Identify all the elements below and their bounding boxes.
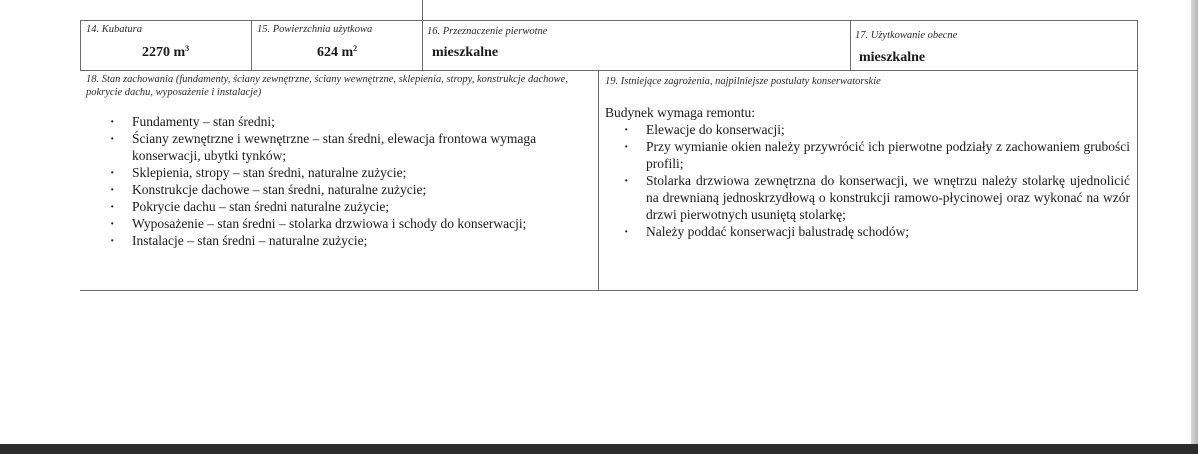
divider-18-19: [598, 70, 599, 290]
stan-item: · Instalacje – stan średni – naturalne zużycie;: [110, 232, 580, 249]
field-14-value: [142, 45, 189, 61]
row-line-middle: [80, 70, 1138, 71]
field-16-value: mieszkalne: [432, 45, 499, 60]
divider-15-16: [422, 20, 423, 70]
scan-right-edge: [1191, 0, 1198, 454]
field-19-label: 19. Istniejące zagrożenia, najpilniejsze postulaty konserwatorskie: [605, 76, 881, 87]
zagrozenie-item: · Elewacje do konserwacji;: [624, 121, 1130, 138]
table-left-border: [80, 20, 81, 70]
zagrozenie-item: · Stolarka drzwiowa zewnętrzna do konserwacji, we wnętrzu należy stolarkę ujednolicić na drewnianą jednoskrzydłową o konstrukcji ramowo-płycinowej oraz wykonać na wzór drzwi pierwotnych usuniętą stolarkę;: [624, 172, 1130, 223]
field-15-label: 15. Powierzchnia użytkowa: [257, 24, 373, 35]
top-vertical-divider: [422, 0, 423, 20]
field-14-label: 14. Kubatura: [86, 24, 143, 35]
zagrozenia-intro: Budynek wymaga remontu:: [605, 105, 755, 120]
divider-16-17: [850, 20, 851, 70]
powierzchnia-unit-exponent: 2: [353, 44, 358, 53]
field-17-label: 17. Użytkowanie obecne: [855, 30, 958, 41]
kubatura-number: 2270 m: [142, 45, 186, 60]
field-17-value: mieszkalne: [859, 50, 926, 65]
zagrozenia-list-container: [624, 121, 1130, 240]
stan-item: · Fundamenty – stan średni;: [110, 113, 580, 130]
field-16-label: 16. Przeznaczenie pierwotne: [427, 26, 548, 37]
zagrozenie-item: · Przy wymianie okien należy przywrócić ich pierwotne podziały z zachowaniem grubości profili;: [624, 138, 1130, 172]
stan-item: · Sklepienia, stropy – stan średni, naturalne zużycie;: [110, 164, 580, 181]
row-line-bottom: [80, 290, 1138, 291]
stan-zachowania-list-container: [110, 113, 580, 249]
row-line-top: [80, 20, 1138, 21]
divider-14-15: [251, 20, 252, 70]
stan-item: · Ściany zewnętrzne i wewnętrzne – stan średni, elewacja frontowa wymaga konserwacji, ubytki tynków;: [110, 130, 580, 164]
field-15-value: [317, 45, 357, 61]
table-right-border: [1137, 20, 1138, 291]
scan-bottom-edge: [0, 444, 1198, 454]
stan-item: · Wyposażenie – stan średni – stolarka drzwiowa i schody do konserwacji;: [110, 215, 580, 232]
stan-item: · Konstrukcje dachowe – stan średni, naturalne zużycie;: [110, 181, 580, 198]
powierzchnia-number: 624 m: [317, 45, 354, 60]
kubatura-unit-exponent: 3: [185, 44, 190, 53]
field-18-label: 18. Stan zachowania (fundamenty, ściany zewnętrzne, ściany wewnętrzne, sklepienia, stropy, konstrukcje dachowe, pokrycie dachu, wyposażenie i instalacje): [86, 74, 568, 98]
stan-item: · Pokrycie dachu – stan średni naturalne zużycie;: [110, 198, 580, 215]
zagrozenie-item: · Należy poddać konserwacji balustradę schodów;: [624, 223, 1130, 240]
